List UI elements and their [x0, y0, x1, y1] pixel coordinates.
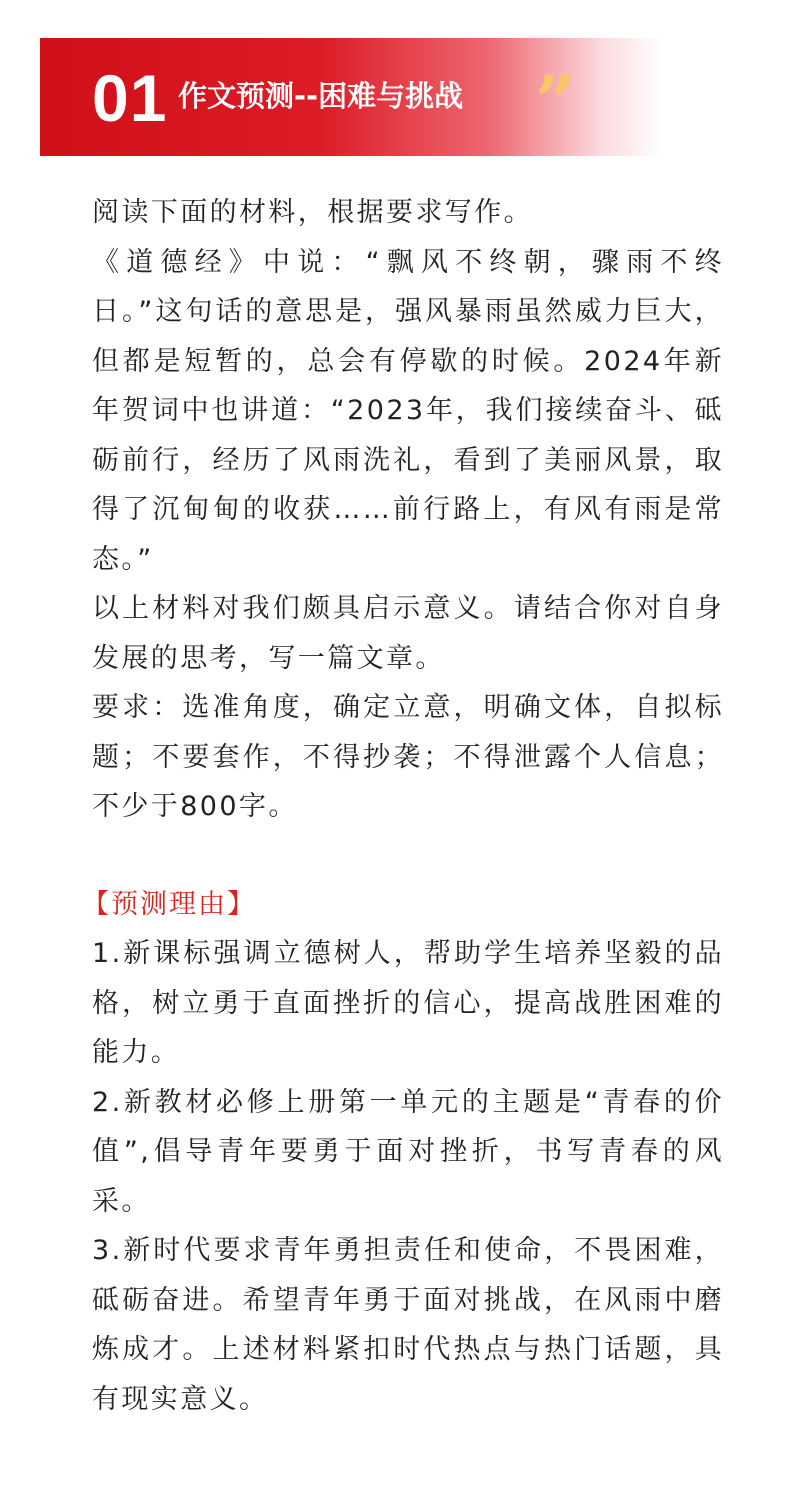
reasons-heading: 【预测理由】 — [82, 888, 256, 920]
article-body — [82, 188, 724, 1424]
reason-item: 2.新教材必修上册第一单元的主题是“青春的价值”,倡导青年要勇于面对挫折，书写青春的风采。 — [92, 1086, 724, 1217]
reason-item: 3.新时代要求青年勇担责任和使命，不畏困难，砥砺奋进。希望青年勇于面对挑战，在风雨中磨炼成才。上述材料紧扣时代热点与热门话题，具有现实意义。 — [92, 1235, 724, 1415]
quote-mark-icon: ” — [535, 60, 576, 143]
material-paragraph: 以上材料对我们颇具启示意义。请结合你对自身发展的思考，写一篇文章。 — [92, 593, 724, 674]
material-paragraph: 《道德经》中说：“飘风不终朝，骤雨不终日。”这句话的意思是，强风暴雨虽然威力巨大，但都是短暂的，总会有停歇的时候。2024年新年贺词中也讲道：“2023年，我们接续奋斗、砥砺前行，经历了风雨洗礼，看到了美丽风景，取得了沉甸甸的收获……前行路上，有风有雨是常态。” — [92, 246, 724, 575]
section-number: 01 — [92, 61, 168, 135]
requirements-paragraph: 要求：选准角度，确定立意，明确文体，自拟标题；不要套作，不得抄袭；不得泄露个人信息；不少于800字。 — [92, 692, 724, 822]
material-paragraph: 阅读下面的材料，根据要求写作。 — [92, 197, 533, 228]
reason-item: 1.新课标强调立德树人，帮助学生培养坚毅的品格，树立勇于直面挫折的信心，提高战胜困难的能力。 — [92, 938, 724, 1068]
section-title: 作文预测--困难与挑战 — [178, 79, 464, 113]
section-banner — [40, 38, 662, 156]
